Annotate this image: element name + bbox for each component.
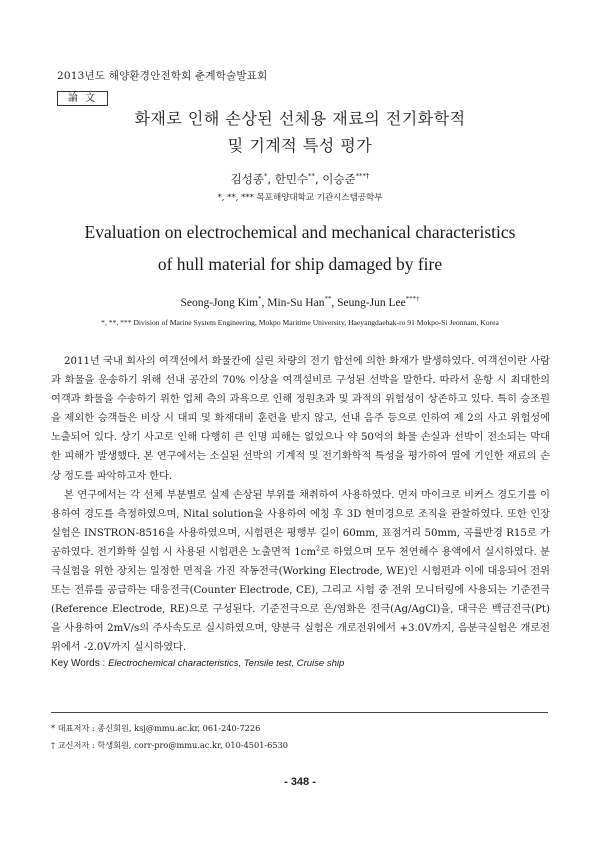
korean-authors: 김성종*, 한민수**, 이승준***†	[230, 172, 370, 186]
author-3-ko: 이승준	[322, 172, 356, 186]
keywords-label: Key Words :	[51, 658, 109, 669]
abstract-paragraph-2-part-b: 로 하였으며 모두 천연해수 용액에서 실시하였다. 분극실험을 위한 장치는 일정한 면적을 가진 작동전극(Working Electrode, WE)인 시험편과 이에 대응되어 전위 또는 전류를 공급하는 대응전극(Counter Electrode, CE), 그리고 시험 중 전위 모니터링에 사용되는 기준전극(Reference Electrode, RE)으로 구성된다. 기준전극으로 은/염화은 전극(Ag/AgCl)을, 대극은 백금전극(Pt)을 사용하여 2mV/s의 주사속도로 실시하였으며, 양분극 실험은 개로전위에서 +3.0V까지, 음분극실험은 개로전위에서 -2.0V까지 실시하였다.	[51, 546, 550, 654]
page-number: - 348 -	[284, 776, 316, 788]
area-unit-superscript: 2	[316, 545, 320, 553]
footnote-divider	[51, 712, 548, 713]
author-2-en-mark: **	[324, 296, 332, 304]
abstract-paragraph-2	[51, 486, 550, 658]
author-3-en-mark: ***†	[405, 296, 420, 304]
footnote-lead-author: * 대표저자 : 종신회원, ksj@mmu.ac.kr, 061-240-7226	[51, 723, 261, 733]
author-1-ko: 김성종	[230, 172, 264, 186]
english-affiliation: *, **, *** Division of Marine System Engineering, Mokpo Maritime University, Haeyangdaehak-ro 91 Mokpo-Si Jeonnam, Korea	[101, 318, 499, 327]
author-1-en-mark: *	[258, 296, 262, 304]
conference-header: 2013년도 해양환경안전학회 춘계학술발표회	[57, 70, 268, 82]
author-1-en: Seong-Jong Kim	[180, 297, 259, 309]
author-2-en: Min-Su Han	[267, 297, 325, 309]
abstract-paragraph-2-part-a: 본 연구에서는 각 선체 부분별로 실제 손상된 부위를 채취하여 사용하였다. 먼저 마이크로 비커스 경도기를 이용하여 경도를 측정하였으며, Nital solution을 사용하여 에칭 후 3D 현미경으로 조직을 관찰하였다. 또한 인장실험은 INSTRON-8516을 사용하였으며, 시험편은 평행부 길이 60mm, 표점거리 50mm, 곡률반경 R15로 가공하였다. 전기화학 실험 시 사용된 시험편은 노출면적 1cm	[51, 489, 550, 558]
english-title-line-1: Evaluation on electrochemical and mechanical characteristics	[84, 222, 516, 242]
footnote-corresponding-author: † 교신저자 : 학생회원, corr-pro@mmu.ac.kr, 010-4501-6530	[51, 740, 289, 750]
author-2-mark: **	[308, 172, 315, 181]
korean-affiliation: *, **, *** 목포해양대학교 기관시스템공학부	[217, 193, 383, 203]
author-1-mark: *	[263, 172, 268, 181]
english-title-line-2: of hull material for ship damaged by fire	[157, 254, 443, 274]
author-3-mark: ***†	[355, 172, 370, 181]
abstract-paragraph-1: 2011년 국내 회사의 여객선에서 화물칸에 실린 차량의 전기 합선에 의한 화재가 발생하였다. 여객선이란 사람과 화물을 운송하기 위해 선내 공간의 70% 이상을 여객설비로 구성된 선박을 말한다. 따라서 운항 시 최대한의 여객과 화물을 수송하기 위한 업체 측의 과욕으로 인해 정원초과 및 과적의 위험성이 상존하고 있다. 특히 승조원을 제외한 승객들은 비상 시 대피 및 화재대비 훈련을 받지 않고, 선내 음주 등으로 인하여 제 2의 사고 위험성에 노출되어 있다. 상기 사고로 인해 다행히 큰 인명 피해는 없었으나 약 50억의 화물 손실과 선박이 전소되는 막대한 피해가 발생했다. 본 연구에서는 소실된 선박의 기계적 및 전기화학적 특성을 평가하여 열에 기인한 재료의 손상 정도를 파악하고자 한다.	[51, 356, 550, 482]
article-type-tag: 論 文	[57, 91, 108, 106]
keywords	[51, 658, 344, 669]
korean-title-line-1: 화재로 인해 손상된 선체용 재료의 전기화학적	[134, 109, 466, 128]
english-authors: Seong-Jong Kim*, Min-Su Han**, Seung-Jun Lee***†	[180, 296, 420, 309]
korean-title-line-2: 및 기계적 특성 평가	[227, 136, 373, 155]
author-2-ko: 한민수	[274, 172, 309, 186]
abstract-body	[51, 352, 550, 658]
author-3-en: Seung-Jun Lee	[337, 297, 406, 309]
keywords-list: Electrochemical characteristics, Tensile test, Cruise ship	[108, 658, 345, 669]
